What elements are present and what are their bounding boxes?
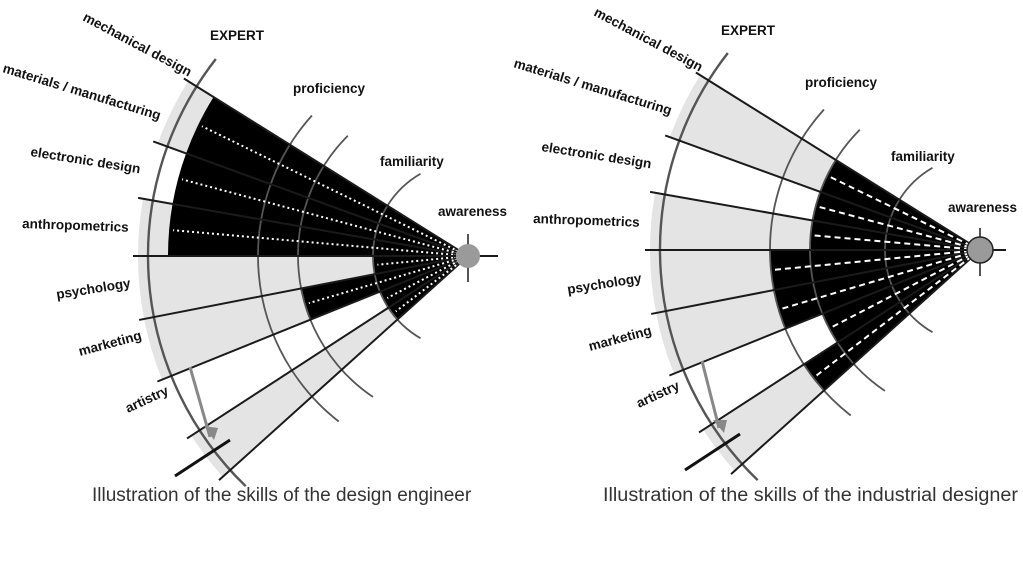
skill-label-mechanical-design: mechanical design <box>591 4 706 75</box>
skill-label-anthropometrics: anthropometrics <box>532 211 640 230</box>
skill-label-anthropometrics: anthropometrics <box>21 216 129 235</box>
caption-industrial-designer: Illustration of the skills of the industrial designer <box>603 485 1019 506</box>
industrial-designer-diagram <box>645 53 1006 480</box>
skill-label-psychology: psychology <box>566 270 643 297</box>
level-label-expert: EXPERT <box>210 28 265 43</box>
skill-label-marketing: marketing <box>586 322 654 354</box>
skill-label-artistry: artistry <box>122 382 171 416</box>
level-label-awareness: awareness <box>438 204 508 219</box>
skill-label-artistry: artistry <box>633 377 682 411</box>
skill-label-marketing: marketing <box>76 327 144 359</box>
level-label-expert: EXPERT <box>721 23 776 38</box>
level-label-proficiency: proficiency <box>293 81 366 96</box>
design-engineer-diagram <box>133 59 498 486</box>
skill-label-materials-manufacturing: materials / manufacturing <box>512 55 674 118</box>
level-label-familiarity: familiarity <box>380 154 444 169</box>
level-label-familiarity: familiarity <box>891 149 955 164</box>
caption-design-engineer: Illustration of the skills of the design engineer <box>92 485 472 506</box>
skill-label-electronic-design: electronic design <box>540 139 653 172</box>
skill-label-materials-manufacturing: materials / manufacturing <box>1 60 163 123</box>
skill-label-mechanical-design: mechanical design <box>80 9 195 80</box>
level-label-awareness: awareness <box>948 200 1018 215</box>
skill-label-psychology: psychology <box>55 275 132 302</box>
skill-label-electronic-design: electronic design <box>29 144 142 177</box>
hub <box>964 228 1006 276</box>
level-label-proficiency: proficiency <box>805 75 878 90</box>
